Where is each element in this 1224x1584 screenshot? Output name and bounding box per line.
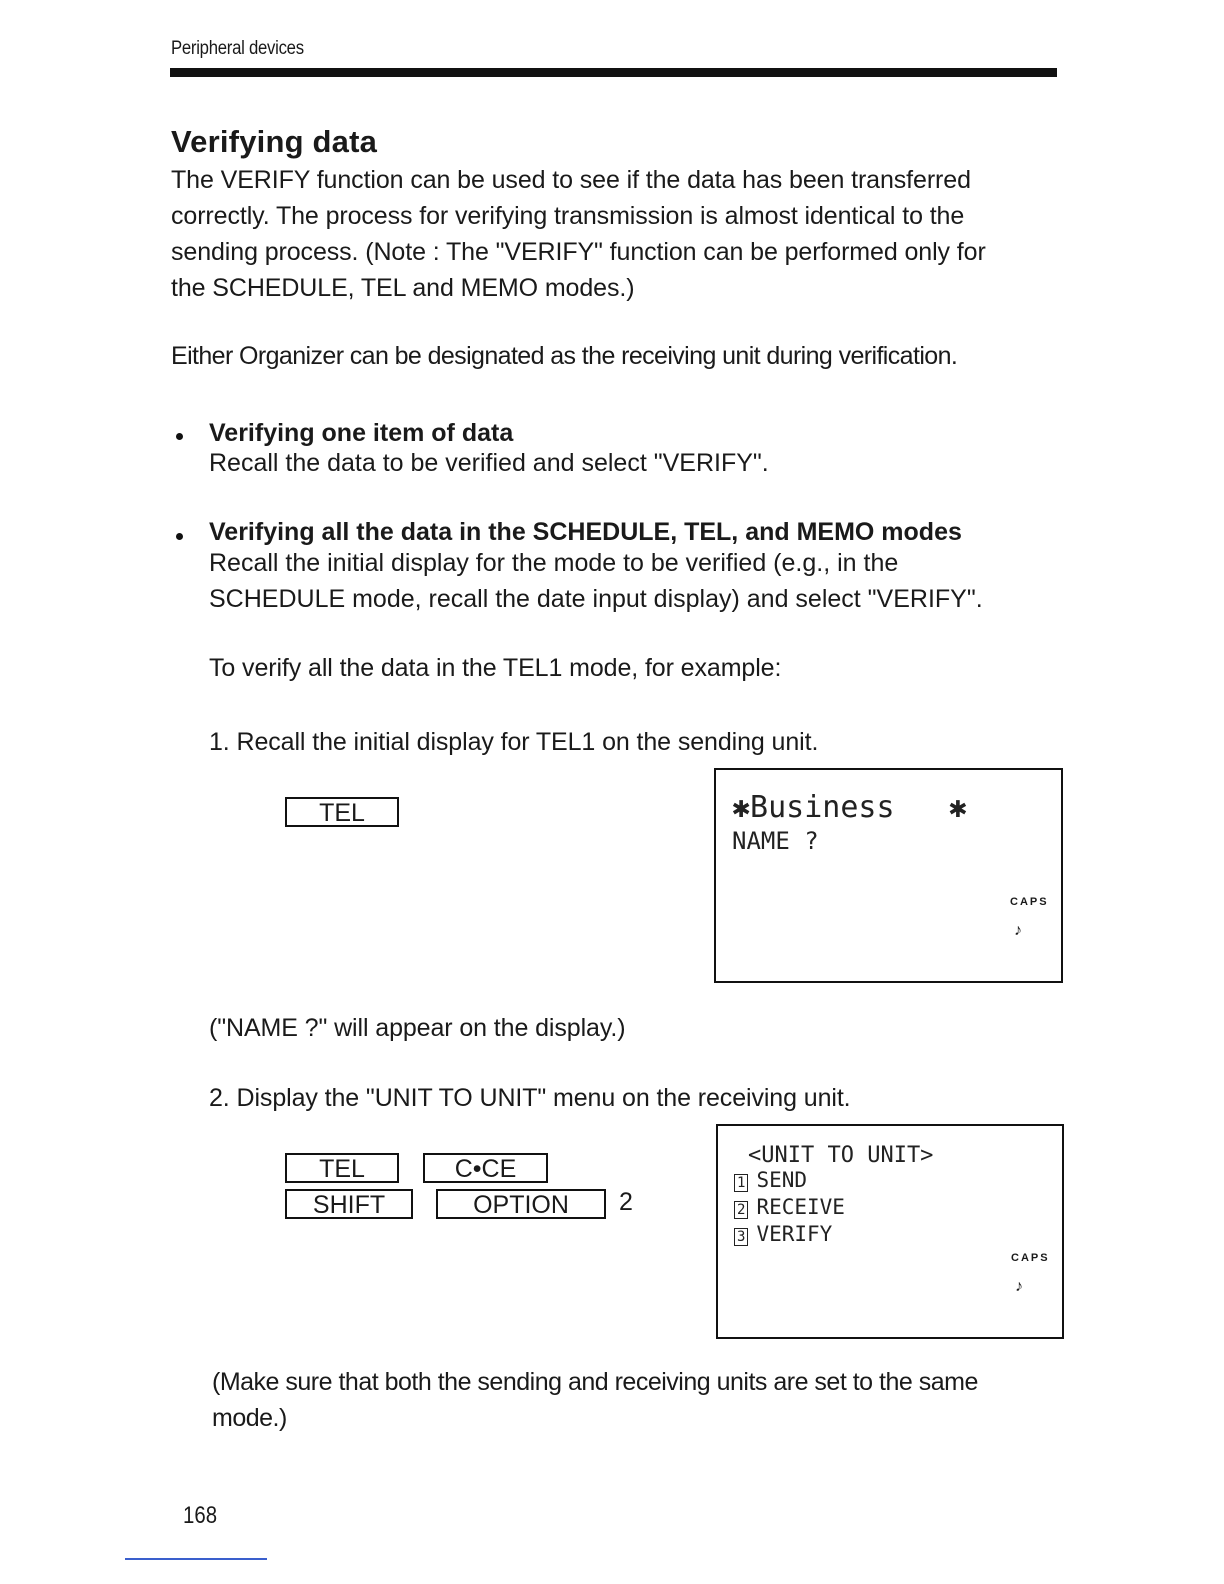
key-digit-2: 2: [619, 1188, 633, 1216]
menu-item-number: 1: [734, 1174, 748, 1192]
lcd-line-name: NAME ?: [732, 827, 819, 855]
shift-key: [285, 1189, 413, 1219]
intro-line: sending process. (Note : The "VERIFY" function can be performed only for: [171, 238, 986, 266]
either-paragraph: Either Organizer can be designated as the receiving unit during verification.: [171, 342, 958, 370]
step-2: [209, 1080, 851, 1116]
running-header: Peripheral devices: [171, 38, 304, 59]
intro-line: the SCHEDULE, TEL and MEMO modes.): [171, 274, 635, 302]
caps-indicator: CAPS: [1011, 1252, 1050, 1264]
step-1-caption: ("NAME ?" will appear on the display.): [209, 1014, 626, 1042]
section-title: Verifying data: [171, 124, 378, 159]
note-icon: ♪: [1015, 1278, 1023, 1295]
step-number: 2.: [209, 1084, 230, 1112]
lcd-line-business: ✱Business ✱: [732, 790, 967, 825]
closing-line: mode.): [212, 1404, 287, 1432]
bullet-body: Recall the data to be verified and select "VERIFY".: [209, 449, 769, 477]
menu-item-number: 2: [734, 1201, 748, 1219]
key-label: TEL: [319, 1155, 365, 1183]
menu-item-label: SEND: [756, 1168, 808, 1192]
bullet-title: Verifying one item of data: [209, 419, 514, 447]
bullet-title: Verifying all the data in the SCHEDULE, TEL, and MEMO modes: [209, 518, 962, 546]
lcd-display-step-1: [714, 768, 1063, 983]
step-1: [209, 724, 818, 760]
tel-key: [285, 1153, 399, 1183]
step-text: Recall the initial display for TEL1 on the sending unit.: [236, 728, 819, 756]
step-text: Display the "UNIT TO UNIT" menu on the receiving unit.: [236, 1084, 851, 1112]
bullet-body-line: Recall the initial display for the mode to be verified (e.g., in the: [209, 549, 899, 577]
header-rule: [170, 68, 1057, 77]
bullet-body: [209, 545, 1059, 617]
key-label: OPTION: [473, 1191, 569, 1219]
bullet-dot: [176, 533, 183, 540]
closing-paragraph: [212, 1364, 1082, 1436]
lcd-menu-item: [734, 1222, 845, 1249]
lcd-menu-item: [734, 1195, 845, 1222]
lcd-menu-list: [734, 1168, 845, 1249]
lcd-menu-item: [734, 1168, 845, 1195]
closing-line: (Make sure that both the sending and receiving units are set to the same: [212, 1368, 978, 1396]
option-key: [436, 1189, 606, 1219]
lcd-display-step-2: [716, 1124, 1064, 1339]
c-ce-key: [423, 1153, 548, 1183]
intro-line: correctly. The process for verifying transmission is almost identical to the: [171, 202, 965, 230]
page-number: 168: [183, 1502, 218, 1529]
bullet-dot: [176, 433, 183, 440]
note-icon: ♪: [1014, 922, 1022, 939]
footer-line: [125, 1558, 267, 1560]
lcd-menu-title: <UNIT TO UNIT>: [748, 1143, 934, 1168]
menu-item-number: 3: [734, 1228, 748, 1246]
bullet-body-line: SCHEDULE mode, recall the date input display) and select "VERIFY".: [209, 585, 983, 613]
tel-key: [285, 797, 399, 827]
intro-paragraph: [171, 162, 1071, 306]
key-label: SHIFT: [312, 1191, 386, 1219]
key-label: C•CE: [454, 1155, 517, 1183]
menu-item-label: RECEIVE: [756, 1195, 845, 1219]
caps-indicator: CAPS: [1010, 896, 1049, 908]
intro-line: The VERIFY function can be used to see if the data has been transferred: [171, 166, 971, 194]
example-intro: To verify all the data in the TEL1 mode, for example:: [209, 654, 782, 682]
step-number: 1.: [209, 728, 230, 756]
key-label: TEL: [319, 799, 365, 827]
menu-item-label: VERIFY: [756, 1222, 833, 1246]
